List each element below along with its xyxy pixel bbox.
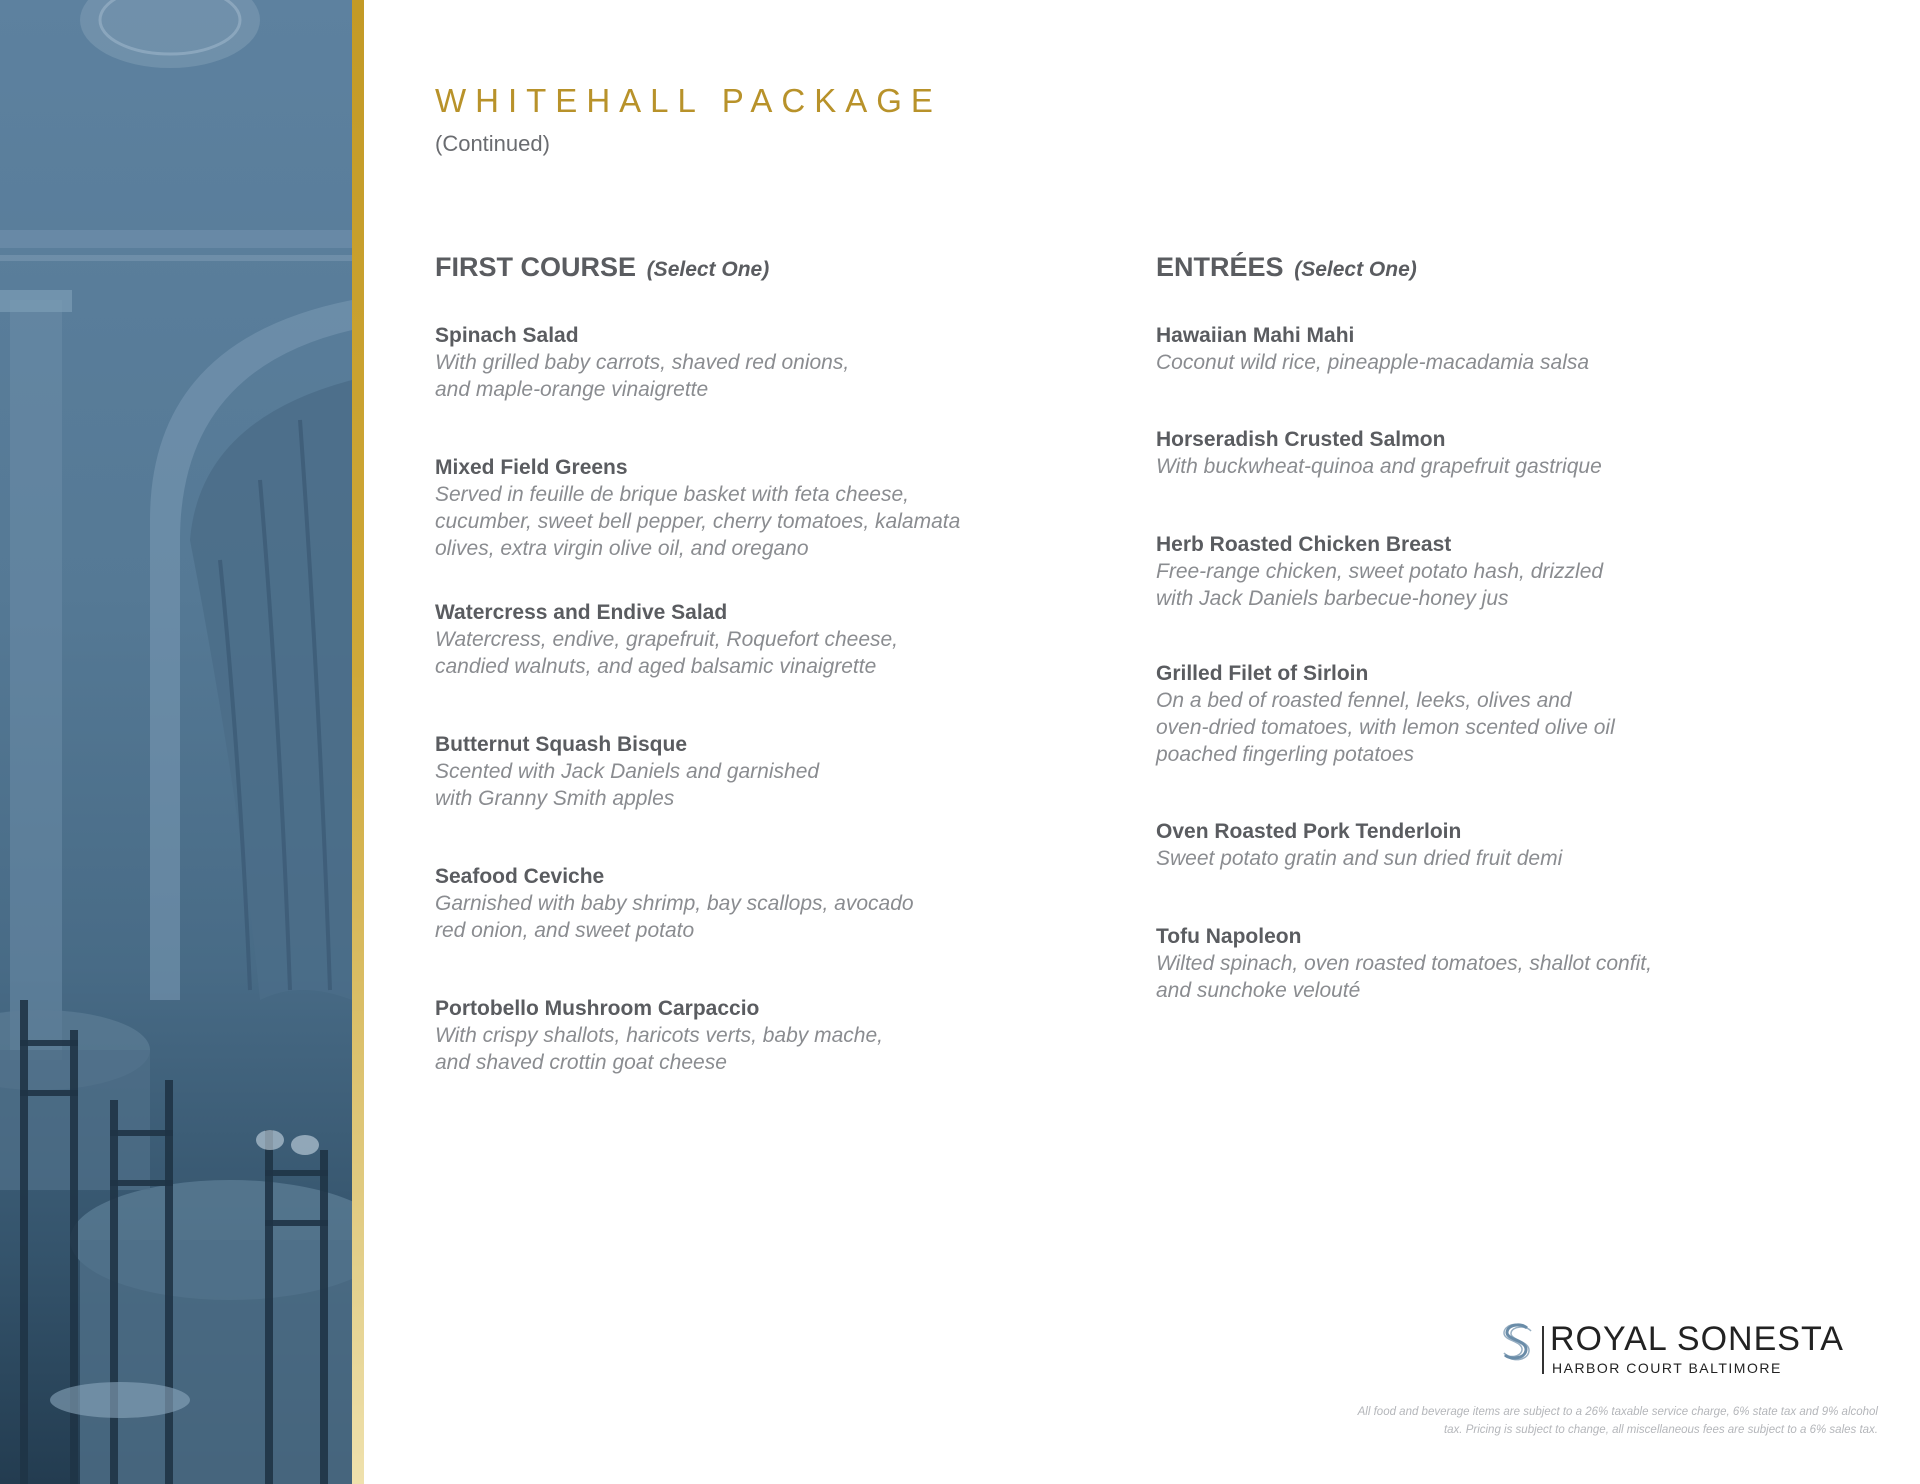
menu-item-name: Oven Roasted Pork Tenderloin bbox=[1156, 820, 1462, 843]
menu-item-description: With crispy shallots, haricots verts, baby mache, and shaved crottin goat cheese bbox=[435, 1024, 883, 1074]
menu-item bbox=[435, 731, 1075, 812]
menu-item-name: Horseradish Crusted Salmon bbox=[1156, 428, 1446, 451]
menu-item-description: Scented with Jack Daniels and garnished with Granny Smith apples bbox=[435, 760, 820, 810]
menu-item bbox=[435, 995, 1075, 1076]
logo-divider bbox=[1542, 1326, 1544, 1374]
menu-item-description: Sweet potato gratin and sun dried fruit demi bbox=[1156, 847, 1563, 870]
logo-brand-name: ROYAL SONESTA bbox=[1550, 1320, 1844, 1358]
gold-divider-bar bbox=[352, 0, 364, 1484]
menu-item-name: Portobello Mushroom Carpaccio bbox=[435, 997, 760, 1020]
menu-item-description: Free-range chicken, sweet potato hash, drizzled with Jack Daniels barbecue-honey jus bbox=[1156, 560, 1604, 610]
page-title: WHITEHALL PACKAGE bbox=[435, 82, 942, 119]
menu-item-name: Seafood Ceviche bbox=[435, 865, 605, 888]
menu-item-description: With buckwheat-quinoa and grapefruit gastrique bbox=[1156, 455, 1602, 478]
menu-item bbox=[1156, 923, 1796, 1004]
menu-item bbox=[1156, 531, 1796, 612]
entrees-section bbox=[1156, 252, 1796, 1002]
menu-item-name: Butternut Squash Bisque bbox=[435, 733, 688, 756]
entrees-select-note: (Select One) bbox=[1294, 258, 1417, 281]
first-course-title: FIRST COURSE bbox=[435, 252, 637, 282]
menu-item bbox=[1156, 426, 1796, 480]
page-subtitle: (Continued) bbox=[435, 131, 550, 156]
entrees-heading bbox=[1156, 252, 1796, 312]
first-course-section bbox=[435, 252, 1075, 1074]
menu-item-description: With grilled baby carrots, shaved red onions, and maple-orange vinaigrette bbox=[435, 351, 850, 401]
menu-item bbox=[435, 599, 1075, 680]
menu-item-description: Coconut wild rice, pineapple-macadamia salsa bbox=[1156, 351, 1590, 374]
first-course-heading bbox=[435, 252, 1075, 312]
sonesta-s-logo-icon bbox=[1500, 1322, 1534, 1362]
menu-item-name: Herb Roasted Chicken Breast bbox=[1156, 533, 1452, 556]
menu-item-name: Mixed Field Greens bbox=[435, 456, 628, 479]
menu-item-name: Tofu Napoleon bbox=[1156, 925, 1302, 948]
disclaimer-line-2: tax. Pricing is subject to change, all miscellaneous fees are subject to a 6% sales tax. bbox=[1443, 1424, 1878, 1436]
menu-item bbox=[435, 454, 1075, 562]
menu-item-description: Wilted spinach, oven roasted tomatoes, shallot confit, and sunchoke velouté bbox=[1156, 952, 1652, 1002]
ballroom-photo-illustration bbox=[0, 0, 352, 1484]
menu-item-description: Garnished with baby shrimp, bay scallops, avocado red onion, and sweet potato bbox=[435, 892, 914, 942]
menu-item-description: On a bed of roasted fennel, leeks, olives and oven-dried tomatoes, with lemon scented olive oil poached fingerling potatoes bbox=[1156, 689, 1615, 766]
disclaimer-line-1: All food and beverage items are subject to a 26% taxable service charge, 6% state tax and 9% alcohol bbox=[1357, 1406, 1878, 1418]
menu-item bbox=[1156, 322, 1796, 376]
entrees-title: ENTRÉES bbox=[1156, 252, 1284, 282]
menu-item-name: Spinach Salad bbox=[435, 324, 579, 347]
menu-item-name: Watercress and Endive Salad bbox=[435, 601, 728, 624]
menu-item-description: Served in feuille de brique basket with feta cheese, cucumber, sweet bell pepper, cherry tomatoes, kalamata olives, extra virgin olive oil, and oregano bbox=[435, 483, 961, 560]
pricing-disclaimer bbox=[1238, 1403, 1878, 1439]
menu-item bbox=[435, 322, 1075, 403]
menu-item bbox=[1156, 818, 1796, 872]
ballroom-photo bbox=[0, 0, 352, 1484]
menu-item bbox=[435, 863, 1075, 944]
menu-item-description: Watercress, endive, grapefruit, Roquefort cheese, candied walnuts, and aged balsamic vinaigrette bbox=[435, 628, 899, 678]
first-course-select-note: (Select One) bbox=[646, 258, 770, 281]
royal-sonesta-logo bbox=[1500, 1322, 1878, 1382]
menu-item-name: Hawaiian Mahi Mahi bbox=[1156, 324, 1355, 347]
logo-location: HARBOR COURT BALTIMORE bbox=[1552, 1360, 1782, 1376]
menu-item-name: Grilled Filet of Sirloin bbox=[1156, 662, 1369, 685]
menu-item bbox=[1156, 660, 1796, 768]
